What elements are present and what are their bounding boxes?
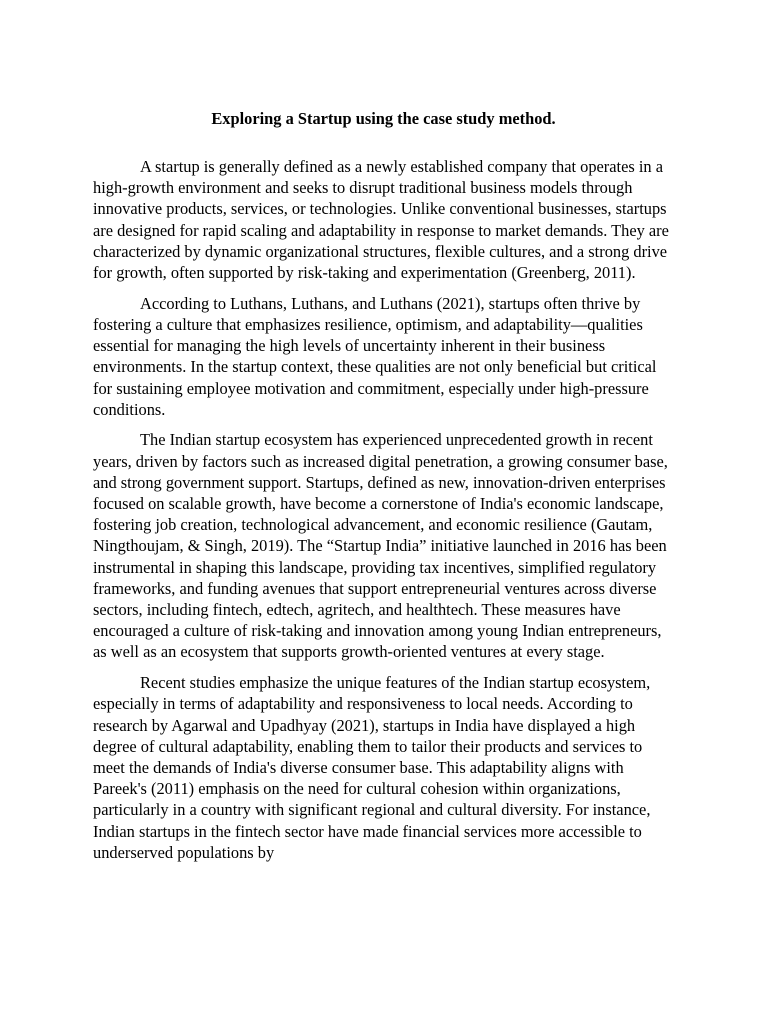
paragraph-4: Recent studies emphasize the unique features of the Indian startup ecosystem, especially in terms of adaptability and responsiveness to local needs. According to research by Agarwal and Upadhyay (2021), startups in India have displayed a high degree of cultural adaptability, enabling them to tailor their products and services to meet the demands of India's diverse consumer base. This adaptability aligns with Pareek's (2011) emphasis on the need for cultural cohesion within organizations, particularly in a country with significant regional and cultural diversity. For instance, Indian startups in the fintech sector have made financial services more accessible to underserved populations by (93, 673, 651, 862)
document-title: Exploring a Startup using the case study method. (211, 109, 556, 128)
document-body (93, 156, 677, 873)
paragraph-3: The Indian startup ecosystem has experienced unprecedented growth in recent years, driven by factors such as increased digital penetration, a growing consumer base, and strong government support. Startups, defined as new, innovation-driven enterprises focused on scalable growth, have become a cornerstone of India's economic landscape, fostering job creation, technological advancement, and economic resilience (Gautam, Ningthoujam, & Singh, 2019). The “Startup India” initiative launched in 2016 has been instrumental in shaping this landscape, providing tax incentives, simplified regulatory frameworks, and funding avenues that support entrepreneurial ventures across diverse sectors, including fintech, edtech, agritech, and healthtech. These measures have encouraged a culture of risk-taking and innovation among young Indian entrepreneurs, as well as an ecosystem that supports growth-oriented ventures at every stage. (93, 430, 668, 662)
paragraph-1: A startup is generally defined as a newly established company that operates in a high-growth environment and seeks to disrupt traditional business models through innovative products, services, or technologies. Unlike conventional businesses, startups are designed for rapid scaling and adaptability in response to market demands. They are characterized by dynamic organizational structures, flexible cultures, and a strong drive for growth, often supported by risk-taking and experimentation (Greenberg, 2011). (93, 157, 669, 283)
paragraph-2: According to Luthans, Luthans, and Luthans (2021), startups often thrive by fostering a culture that emphasizes resilience, optimism, and adaptability—qualities essential for managing the high levels of uncertainty inherent in their business environments. In the startup context, these qualities are not only beneficial but critical for sustaining employee motivation and commitment, especially under high-pressure conditions. (93, 293, 657, 419)
